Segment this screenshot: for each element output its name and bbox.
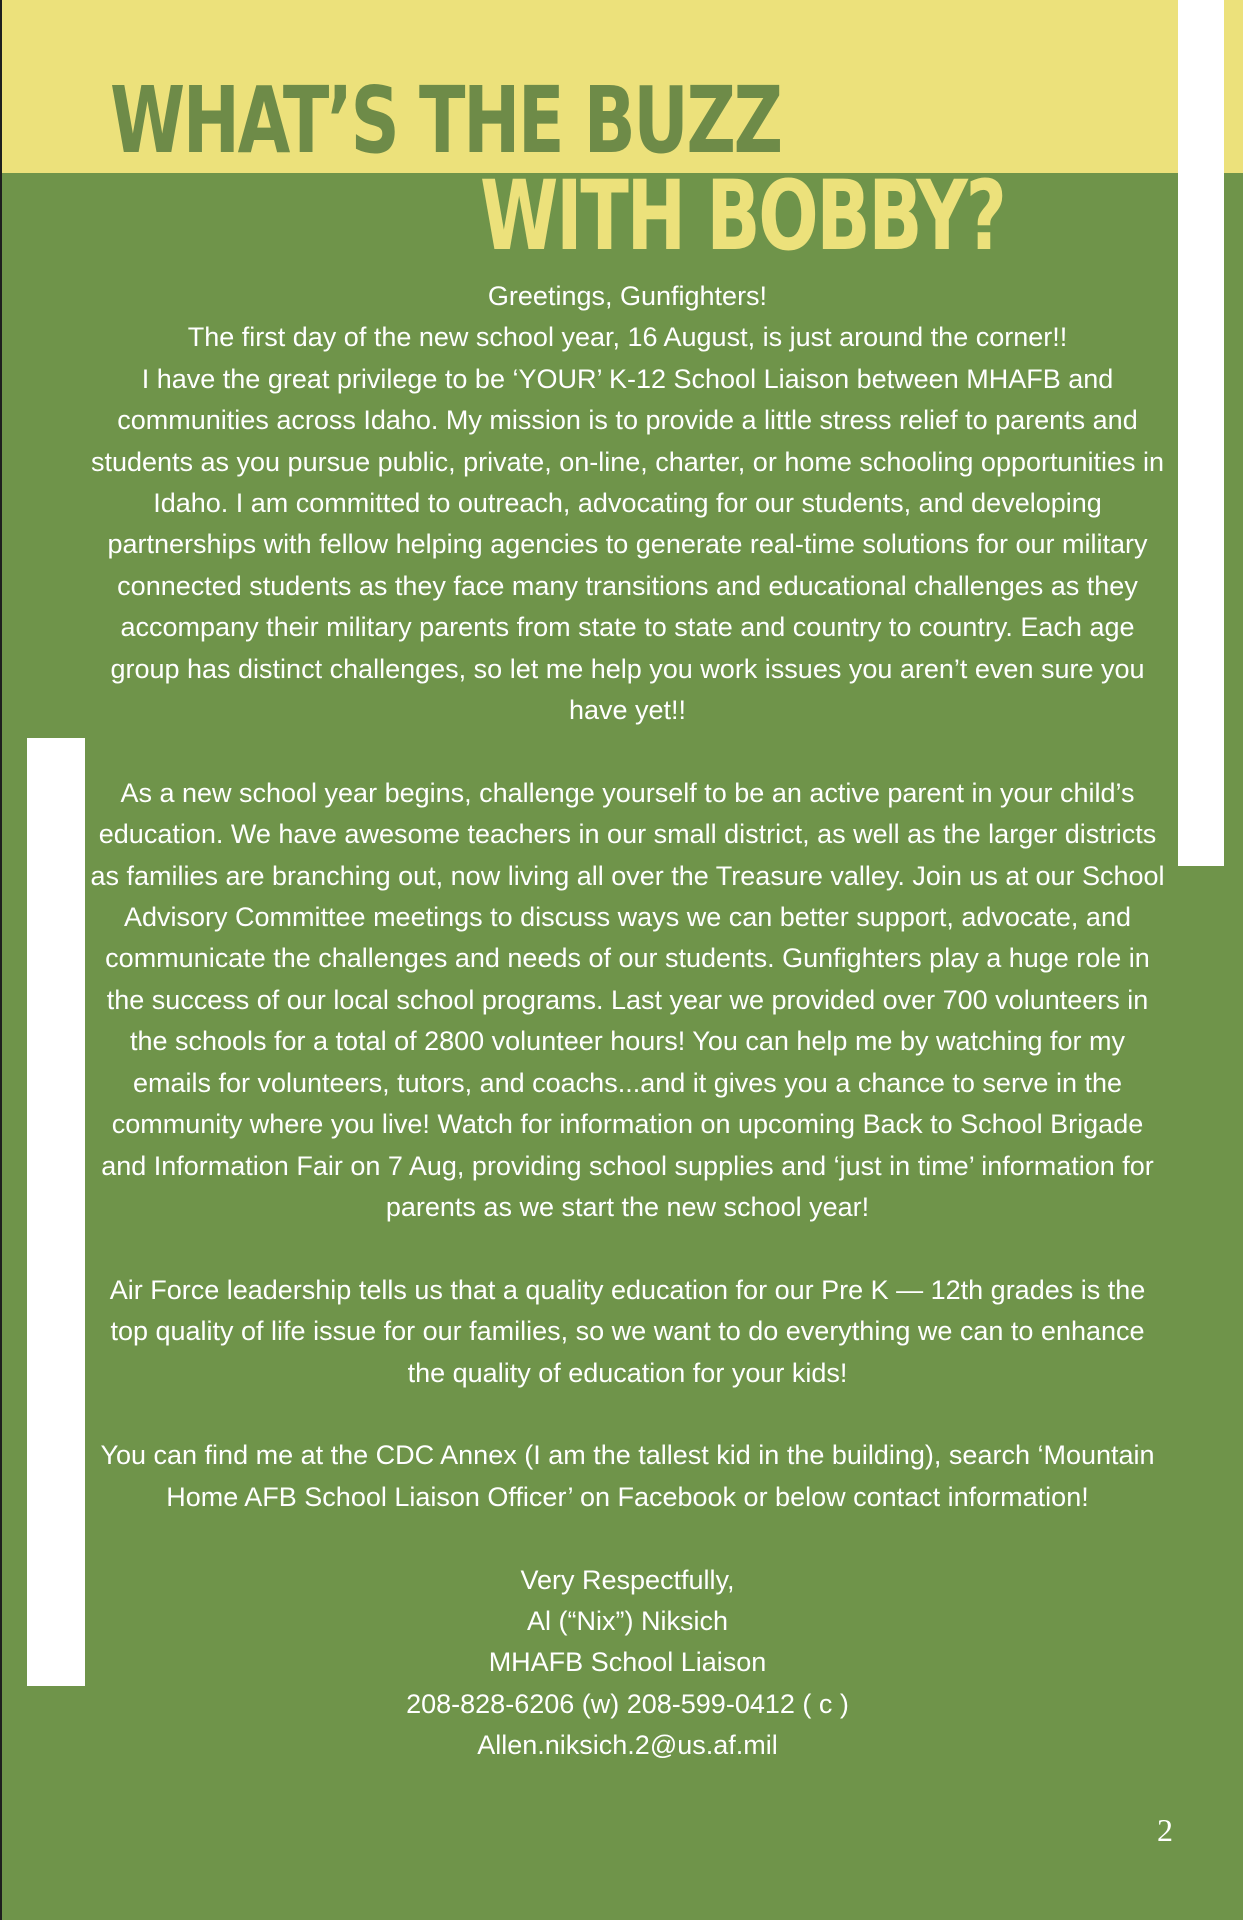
signature-name: Al (“Nix”) Niksich [527, 1605, 728, 1636]
paragraph-parents: As a new school year begins, challenge yourself to be an active parent in your child’s education. We have awesome teachers in our small district, as well as the larger districts as families are branching out, now living all over the Treasure valley. Join us at our School Advisory Committee meetings to discuss ways we can better support, advocate, and communicate the challenges and needs of our students. Gunfighters play a huge role in the success of our local school programs. Last year we provided over 700 volunteers in the schools for a total of 2800 volunteer hours! You can help me by watching for my emails for volunteers, tutors, and coachs...and it gives you a chance to serve in the community where you live! Watch for information on upcoming Back to School Brigade and Information Fair on 7 Aug, providing school supplies and ‘just in time’ information for parents as we start the new school year! [90, 777, 1165, 1222]
paragraph-contact: You can find me at the CDC Annex (I am the tallest kid in the building), search ‘Mountain Home AFB School Liaison Officer’ on Facebook or below contact information! [100, 1440, 1155, 1512]
paragraph-leadership: Air Force leadership tells us that a quality education for our Pre K — 12th grades is the top quality of life issue for our families, so we want to do everything we can to enhance the quality of education for your kids! [109, 1274, 1146, 1388]
page-edge [0, 0, 2, 1920]
decorative-strip-left [27, 738, 85, 1686]
paragraph-gap [90, 1394, 1165, 1435]
title-line-2: WITH BOBBY? [480, 160, 1005, 272]
decorative-strip-right [1178, 0, 1224, 866]
signature-email: Allen.niksich.2@us.af.mil [477, 1730, 778, 1761]
signature-phones: 208-828-6206 (w) 208-599-0412 ( c ) [406, 1688, 849, 1719]
article-body [90, 276, 1165, 1767]
paragraph-gap [90, 1518, 1165, 1559]
paragraph-gap [90, 731, 1165, 772]
page-number: 2 [1157, 1812, 1173, 1848]
signature-closing: Very Respectfully, [520, 1564, 735, 1595]
greeting: Greetings, Gunfighters! [487, 281, 768, 311]
title-line-1: WHAT’S THE BUZZ [110, 67, 781, 174]
paragraph-gap [90, 1228, 1165, 1269]
intro-sentence: The first day of the new school year, 16 August, is just around the corner!! [187, 322, 1068, 353]
paragraph-mission: I have the great privilege to be ‘YOUR’ K-12 School Liaison between MHAFB and communities across Idaho. My mission is to provide a little stress relief to parents and students as you pursue public, private, on-line, charter, or home schooling opportunities in Idaho. I am committed to outreach, advocating for our students, and developing partnerships with fellow helping agencies to generate real-time solutions for our military connected students as they face many transitions and educational challenges as they accompany their military parents from state to state and country to country. Each age group has distinct challenges, so let me help you work issues you aren’t even sure you have yet!! [90, 363, 1165, 726]
signature-role: MHAFB School Liaison [488, 1647, 767, 1678]
